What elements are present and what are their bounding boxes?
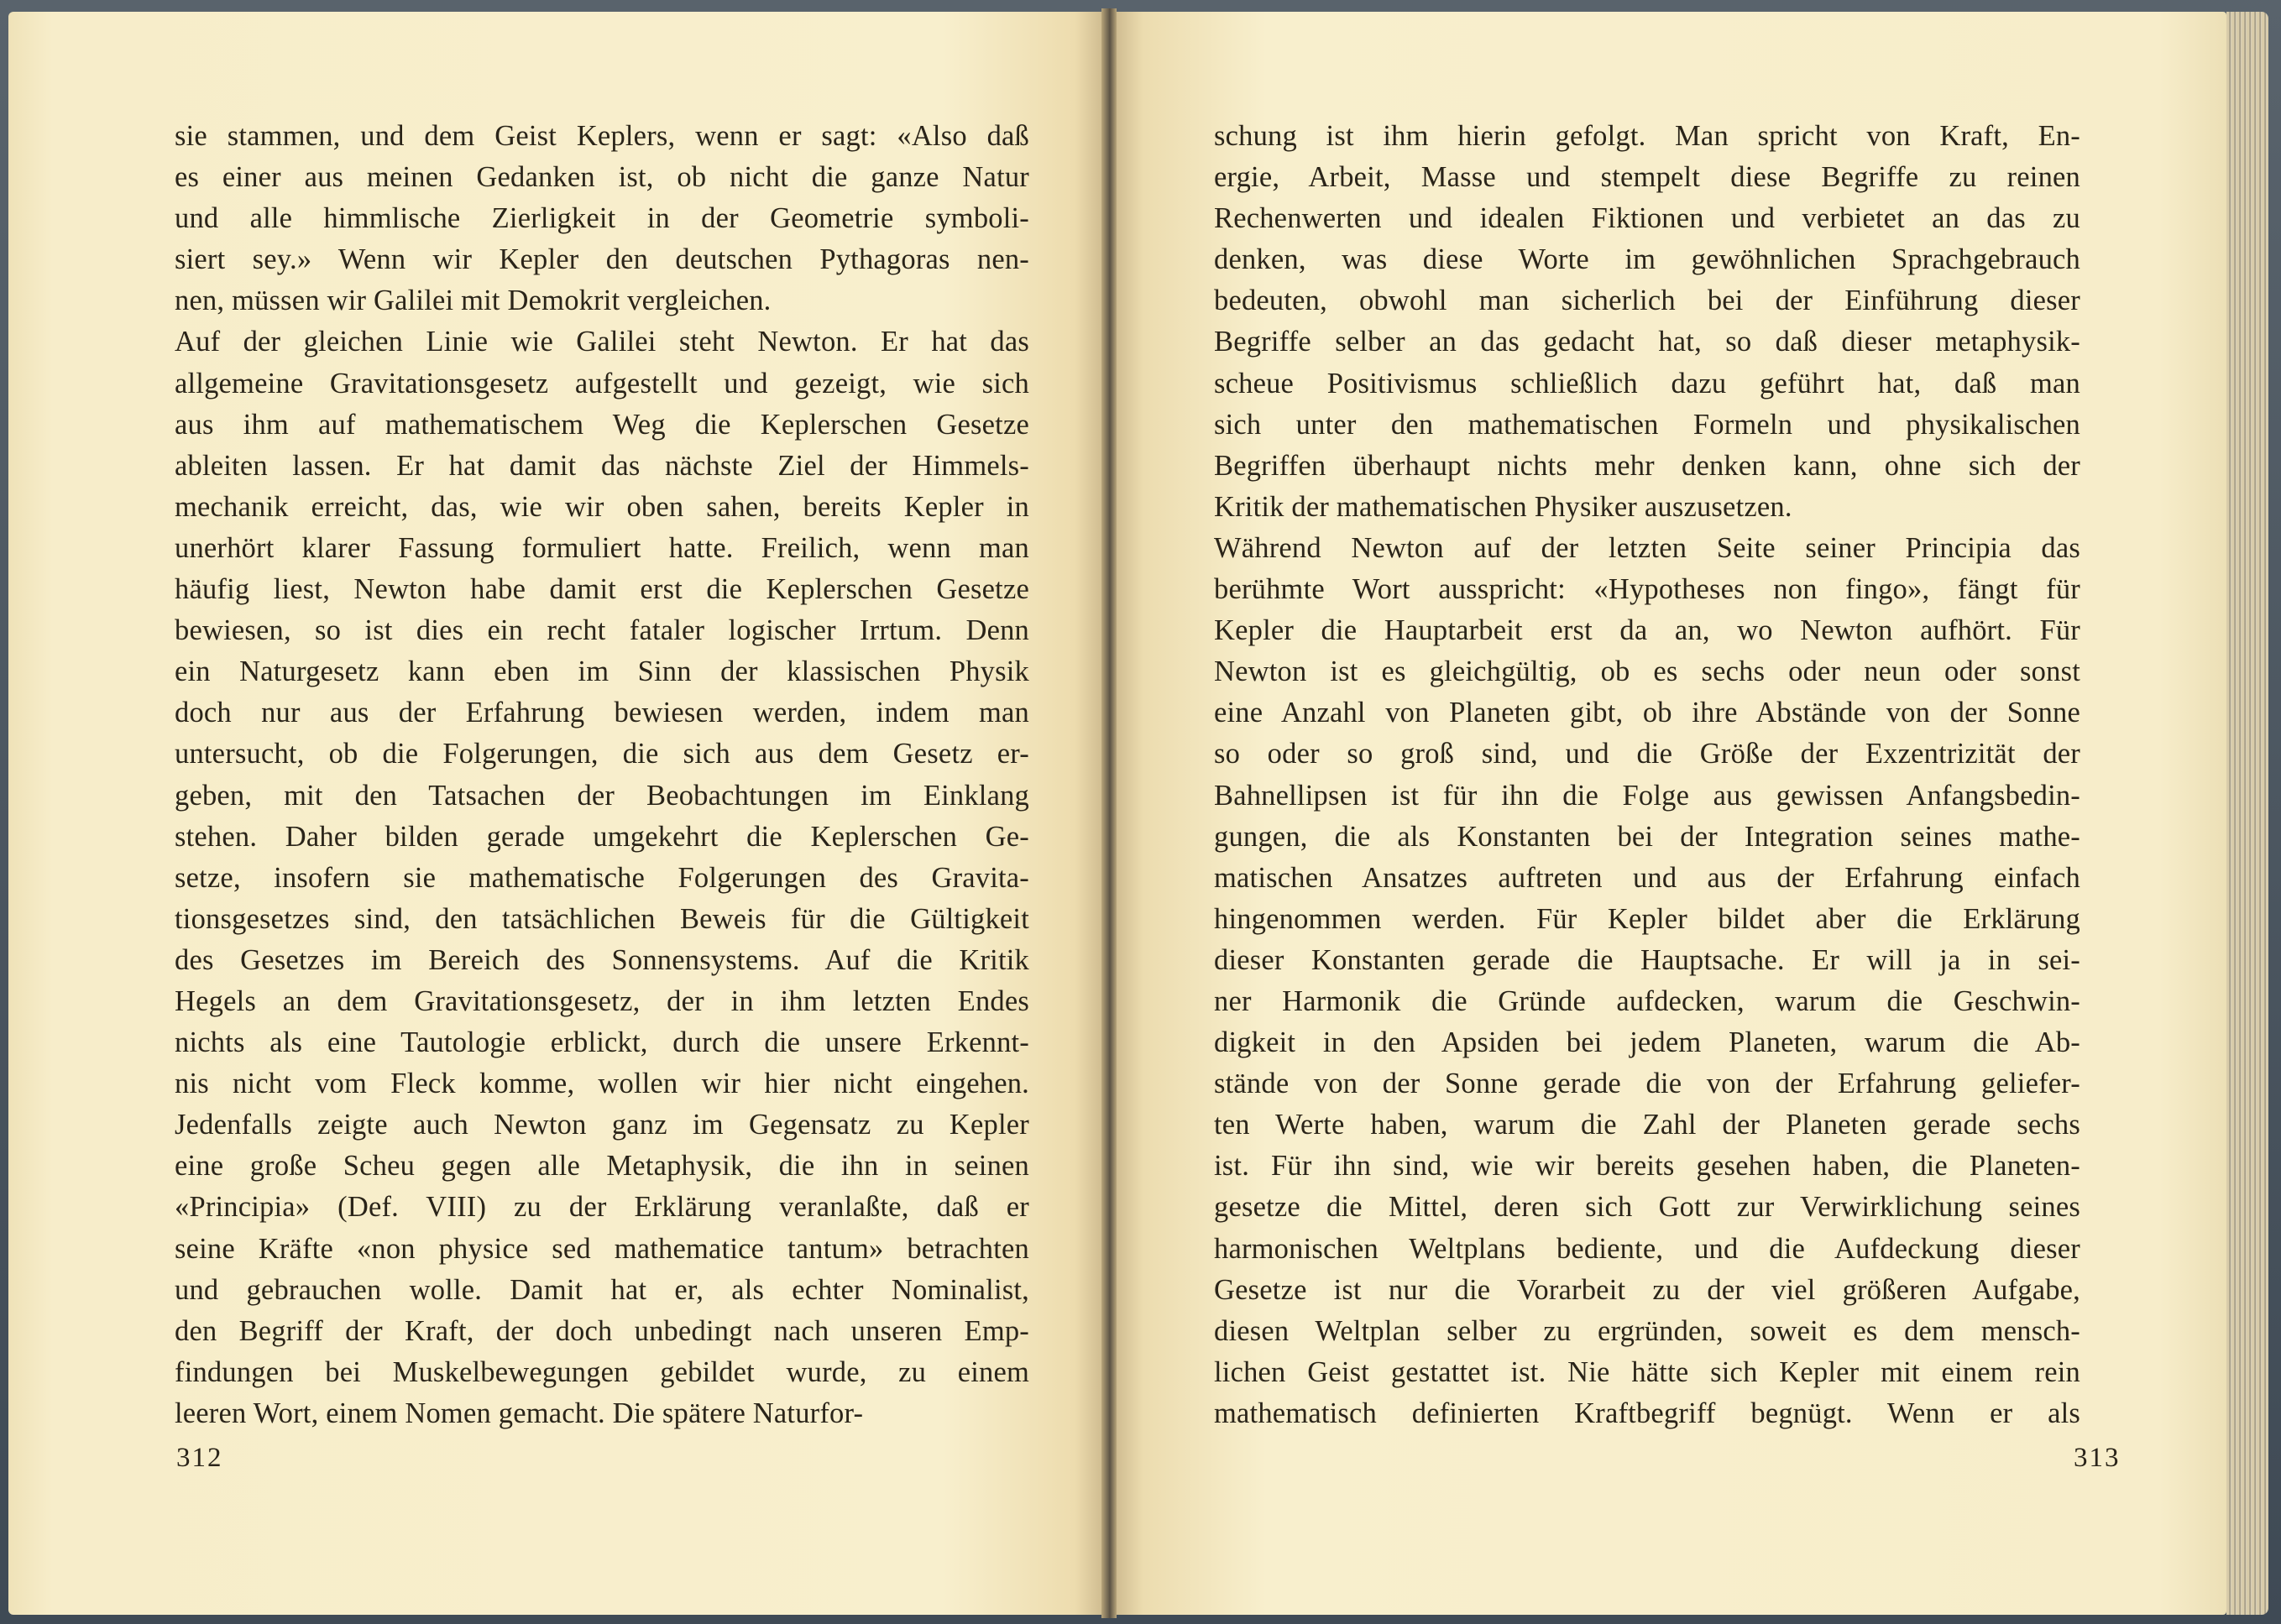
text-line: Jedenfalls zeigte auch Newton ganz im Gegensatz zu Kepler	[175, 1109, 1029, 1141]
text-line: findungen bei Muskelbewegungen gebildet wurde, zu einem	[175, 1355, 1029, 1388]
text-line: Gesetze ist nur die Vorarbeit zu der viel größeren Aufgabe,	[1214, 1273, 2080, 1306]
text-line: dieser Konstanten gerade die Hauptsache. Er will ja in sei-	[1214, 943, 2080, 976]
text-line: ten Werte haben, warum die Zahl der Planeten gerade sechs	[1214, 1109, 2080, 1141]
text-line: Kepler die Hauptarbeit erst da an, wo Newton aufhört. Für	[1214, 614, 2080, 647]
text-line: geben, mit den Tatsachen der Beobachtungen im Einklang	[175, 779, 1029, 812]
right-page-text	[1214, 116, 2080, 1434]
text-line: des Gesetzes im Bereich des Sonnensystems. Auf die Kritik	[175, 943, 1029, 976]
left-page	[8, 12, 1108, 1615]
text-line: Begriffen überhaupt nichts mehr denken kann, ohne sich der	[1214, 449, 2080, 482]
text-line: eine Anzahl von Planeten gibt, ob ihre Abstände von der Sonne	[1214, 697, 2080, 729]
text-line: gesetze die Mittel, deren sich Gott zur Verwirklichung seines	[1214, 1191, 2080, 1224]
text-line: Auf der gleichen Linie wie Galilei steht Newton. Er hat das	[175, 326, 1029, 358]
text-line: berühmte Wort ausspricht: «Hypotheses non fingo», fängt für	[1214, 573, 2080, 606]
text-line: unerhört klarer Fassung formuliert hatte. Freilich, wenn man	[175, 531, 1029, 564]
text-line: nen, müssen wir Galilei mit Demokrit vergleichen.	[175, 285, 772, 317]
text-line: ner Harmonik die Gründe aufdecken, warum die Geschwin-	[1214, 984, 2080, 1017]
text-line: Kritik der mathematischen Physiker auszusetzen.	[1214, 490, 1792, 523]
text-line: Newton ist es gleichgültig, ob es sechs oder neun oder sonst	[1214, 655, 2080, 688]
text-line: ableiten lassen. Er hat damit das nächste Ziel der Himmels-	[175, 449, 1029, 482]
text-line: leeren Wort, einem Nomen gemacht. Die spätere Naturfor-	[175, 1397, 864, 1429]
text-line: diesen Weltplan selber zu ergründen, soweit es dem mensch-	[1214, 1314, 2080, 1347]
text-line: bewiesen, so ist dies ein recht fataler logischer Irrtum. Denn	[175, 614, 1029, 647]
text-line: tionsgesetzes sind, den tatsächlichen Beweis für die Gültigkeit	[175, 902, 1029, 935]
left-page-number: 312	[176, 1443, 223, 1473]
text-line: untersucht, ob die Folgerungen, die sich aus dem Gesetz er-	[175, 738, 1029, 770]
text-line: siert sey.» Wenn wir Kepler den deutschen Pythagoras nen-	[175, 243, 1029, 276]
text-line: bedeuten, obwohl man sicherlich bei der Einführung dieser	[1214, 285, 2080, 317]
text-line: ist. Für ihn sind, wie wir bereits gesehen haben, die Planeten-	[1214, 1150, 2080, 1183]
text-line: ergie, Arbeit, Masse und stempelt diese Begriffe zu reinen	[1214, 161, 2080, 194]
text-line: stehen. Daher bilden gerade umgekehrt die Keplerschen Ge-	[175, 820, 1029, 853]
right-page	[1110, 12, 2226, 1615]
text-line: Während Newton auf der letzten Seite seiner Principia das	[1214, 531, 2080, 564]
text-line: es einer aus meinen Gedanken ist, ob nicht die ganze Natur	[175, 161, 1029, 194]
book-gutter	[1101, 8, 1117, 1618]
text-line: lichen Geist gestattet ist. Nie hätte sich Kepler mit einem rein	[1214, 1355, 2080, 1388]
page-edges	[2226, 12, 2268, 1615]
text-line: schung ist ihm hierin gefolgt. Man spricht von Kraft, En-	[1214, 120, 2080, 152]
text-line: nichts als eine Tautologie erblickt, durch die unsere Erkennt-	[175, 1026, 1029, 1059]
text-line: doch nur aus der Erfahrung bewiesen werden, indem man	[175, 697, 1029, 729]
text-line: aus ihm auf mathematischem Weg die Keplerschen Gesetze	[175, 408, 1029, 441]
text-line: und alle himmlische Zierligkeit in der Geometrie symboli-	[175, 202, 1029, 235]
text-line: häufig liest, Newton habe damit erst die Keplerschen Gesetze	[175, 573, 1029, 606]
text-line: seine Kräfte «non physice sed mathematice tantum» betrachten	[175, 1232, 1029, 1265]
left-page-text	[175, 116, 1029, 1434]
text-line: stände von der Sonne gerade die von der Erfahrung geliefer-	[1214, 1068, 2080, 1100]
text-line: mechanik erreicht, das, wie wir oben sahen, bereits Kepler in	[175, 490, 1029, 523]
text-line: den Begriff der Kraft, der doch unbedingt nach unseren Emp-	[175, 1314, 1029, 1347]
text-line: so oder so groß sind, und die Größe der Exzentrizität der	[1214, 738, 2080, 770]
text-line: und gebrauchen wolle. Damit hat er, als echter Nominalist,	[175, 1273, 1029, 1306]
text-line: harmonischen Weltplans bediente, und die Aufdeckung dieser	[1214, 1232, 2080, 1265]
text-line: eine große Scheu gegen alle Metaphysik, die ihn in seinen	[175, 1150, 1029, 1183]
text-line: setze, insofern sie mathematische Folgerungen des Gravita-	[175, 861, 1029, 894]
text-line: hingenommen werden. Für Kepler bildet aber die Erklärung	[1214, 902, 2080, 935]
text-line: matischen Ansatzes auftreten und aus der Erfahrung einfach	[1214, 861, 2080, 894]
text-line: ein Naturgesetz kann eben im Sinn der klassischen Physik	[175, 655, 1029, 688]
text-line: «Principia» (Def. VIII) zu der Erklärung veranlaßte, daß er	[175, 1191, 1029, 1224]
text-line: Rechenwerten und idealen Fiktionen und verbietet an das zu	[1214, 202, 2080, 235]
text-line: Bahnellipsen ist für ihn die Folge aus gewissen Anfangsbedin-	[1214, 779, 2080, 812]
text-line: Hegels an dem Gravitationsgesetz, der in ihm letzten Endes	[175, 984, 1029, 1017]
text-line: nis nicht vom Fleck komme, wollen wir hier nicht eingehen.	[175, 1068, 1029, 1100]
text-line: gungen, die als Konstanten bei der Integration seines mathe-	[1214, 820, 2080, 853]
text-line: Begriffe selber an das gedacht hat, so daß dieser metaphysik-	[1214, 326, 2080, 358]
text-line: digkeit in den Apsiden bei jedem Planeten, warum die Ab-	[1214, 1026, 2080, 1059]
text-line: scheue Positivismus schließlich dazu geführt hat, daß man	[1214, 367, 2080, 399]
text-line: mathematisch definierten Kraftbegriff begnügt. Wenn er als	[1214, 1397, 2080, 1429]
text-line: sich unter den mathematischen Formeln und physikalischen	[1214, 408, 2080, 441]
text-line: sie stammen, und dem Geist Keplers, wenn er sagt: «Also daß	[175, 120, 1029, 152]
right-page-number: 313	[2074, 1443, 2121, 1473]
text-line: allgemeine Gravitationsgesetz aufgestellt und gezeigt, wie sich	[175, 367, 1029, 399]
text-line: denken, was diese Worte im gewöhnlichen Sprachgebrauch	[1214, 243, 2080, 276]
